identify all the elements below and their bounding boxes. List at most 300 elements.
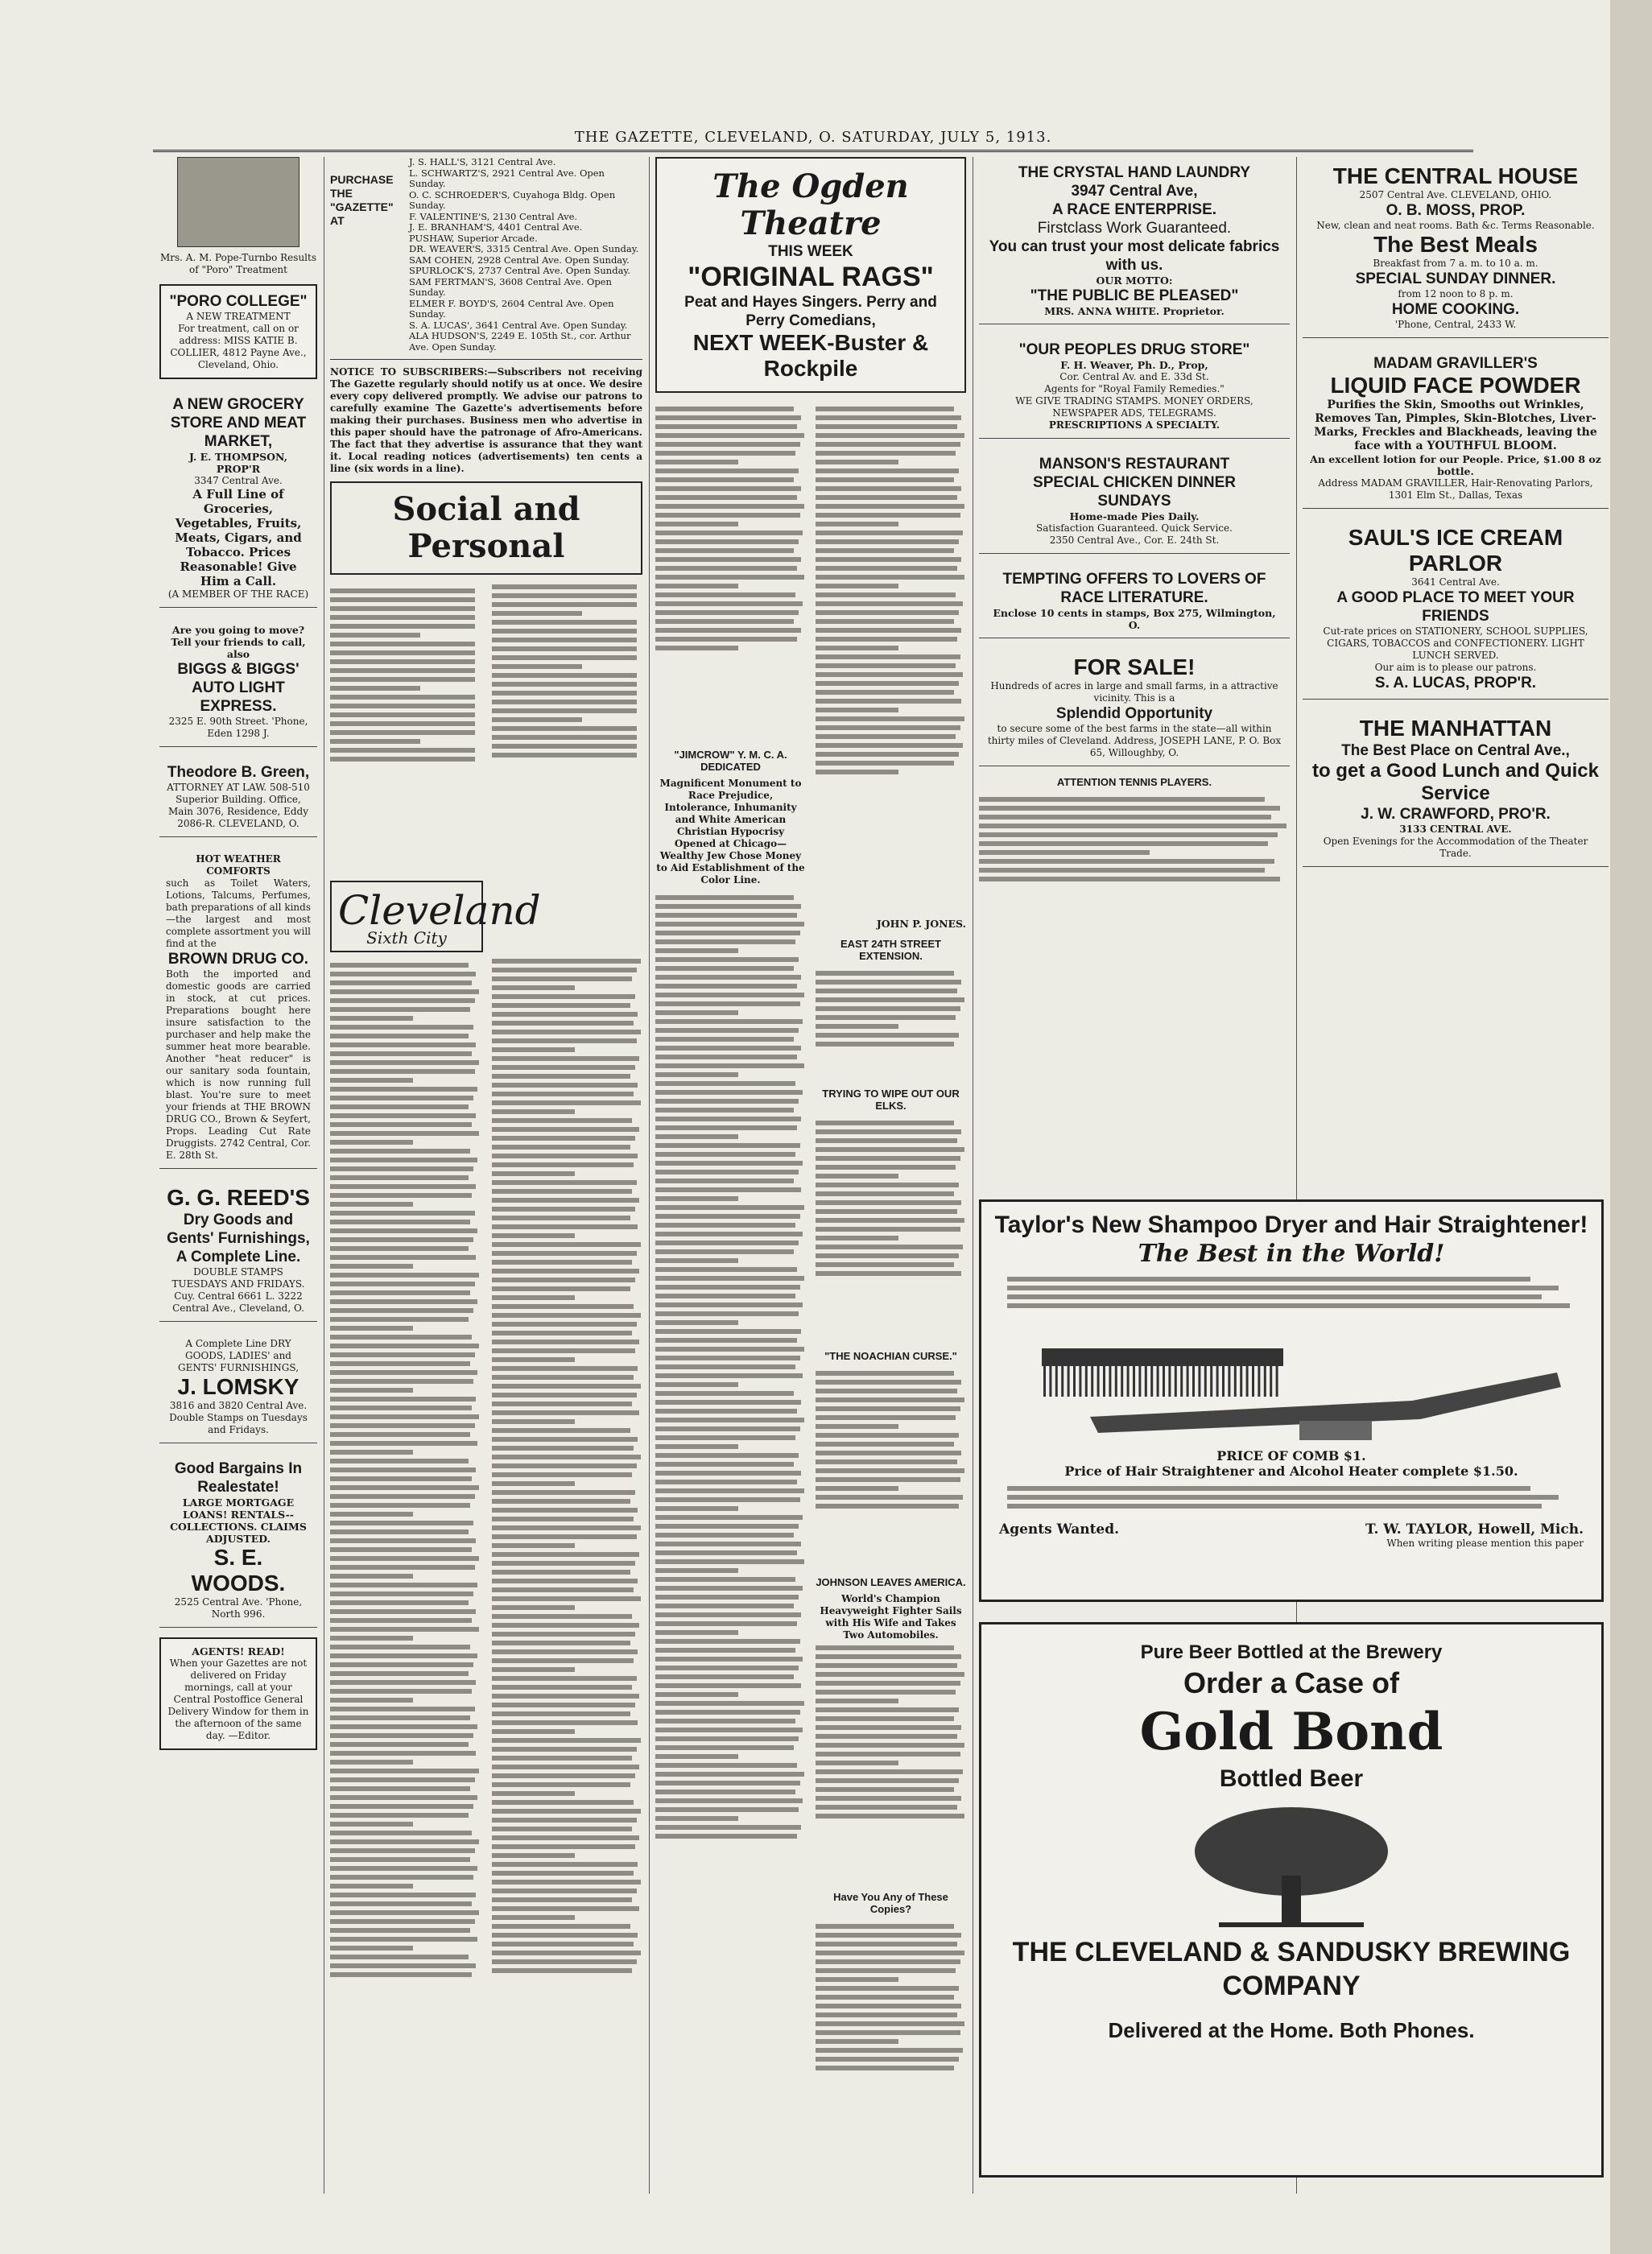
text-line [816, 734, 956, 739]
text-line [655, 1639, 800, 1644]
text-line [655, 451, 795, 456]
text-line [492, 1056, 639, 1061]
text-line [330, 1193, 472, 1198]
text-line [330, 1131, 479, 1136]
text-line [492, 1340, 639, 1344]
text-line [816, 1486, 898, 1491]
text-line [330, 1414, 479, 1419]
page-edge [1610, 0, 1652, 2254]
text-line [979, 806, 1280, 811]
grocery-member: (A MEMBER OF THE RACE) [167, 588, 309, 600]
manson-ad [979, 448, 1290, 554]
saul-owner: S. A. LUCAS, PROP'R. [1374, 675, 1537, 691]
elks-head: TRYING TO WIPE OUT OUR ELKS. [822, 1088, 960, 1112]
text-line [655, 1302, 803, 1307]
text-line [655, 1542, 801, 1546]
brown-more: Both the imported and domestic goods are carried in stock, at cut prices. Preparations bought here insure satisfaction to the purchaser and help make the summer heat more bearable. Another "heat reducer" is our sanitary soda fountain, which is now running full blast. You're sure to meet your friends at THE BROWN DRUG CO., Brown & Seyfert, Props. Leading Cut Rate Druggists. 2742 Central, Cor. E. 28th St. [166, 968, 311, 1161]
text-line [492, 1171, 575, 1176]
comb-teeth [1043, 1366, 1278, 1397]
text-line [655, 1338, 797, 1343]
text-line [816, 1681, 960, 1686]
text-line [330, 1662, 473, 1667]
text-line [816, 725, 960, 730]
masthead: THE GAZETTE, CLEVELAND, O. SATURDAY, JULY 5, 1913. [574, 129, 1052, 146]
text-line [330, 1946, 413, 1951]
text-line [655, 539, 799, 544]
east-head: EAST 24TH STREET EXTENSION. [840, 938, 941, 962]
house-phone: 'Phone, Central, 2433 W. [1394, 319, 1517, 330]
text-line [330, 712, 475, 717]
text-line [655, 1728, 803, 1732]
house-address: 2507 Central Ave. CLEVELAND, OHIO. [1359, 189, 1552, 200]
drug-agents: Agents for "Royal Family Remedies." [1044, 383, 1225, 394]
sale-body: Hundreds of acres in large and small farms, in a attractive vicinity. This is a [990, 680, 1278, 704]
poro-treat: A NEW TREATMENT [186, 311, 291, 322]
text-line [330, 1866, 477, 1871]
dealer-item: L. SCHWARTZ'S, 2921 Central Ave. Open Sunday. [409, 167, 605, 189]
text-line [330, 1166, 473, 1171]
text-line [492, 1322, 637, 1327]
comb-tooth [1150, 1366, 1153, 1397]
text-line [330, 1397, 476, 1402]
text-line [655, 1179, 794, 1183]
text-line [655, 1825, 801, 1830]
text-line [330, 1653, 477, 1658]
divider [330, 359, 642, 360]
text-line [492, 1278, 635, 1282]
text-line [655, 1550, 797, 1555]
sale-head: FOR SALE! [1073, 654, 1196, 679]
text-line [655, 1382, 738, 1387]
text-line [330, 748, 475, 753]
text-line [330, 721, 475, 726]
text-line [330, 1680, 476, 1685]
text-line [816, 1424, 898, 1429]
laundry-ad [979, 157, 1290, 324]
text-line [655, 904, 801, 909]
comb-tooth [1240, 1366, 1242, 1397]
text-line [816, 1121, 954, 1125]
comb-tooth [1145, 1366, 1147, 1397]
news-column-right [816, 402, 966, 2187]
text-line [330, 1299, 477, 1304]
comb-spine [1042, 1348, 1283, 1366]
east-text [816, 967, 966, 1080]
text-line [330, 1016, 413, 1021]
text-line [979, 859, 1274, 864]
signature: JOHN P. JONES. [876, 918, 966, 930]
text-line [492, 1375, 634, 1380]
text-line [816, 575, 964, 580]
text-line [816, 752, 959, 757]
text-line [655, 1373, 803, 1378]
text-line [330, 642, 475, 646]
grocery-address: 3347 Central Ave. [194, 475, 283, 486]
text-line [655, 1072, 738, 1077]
text-line [816, 2013, 957, 2017]
text-line [655, 1117, 801, 1121]
text-line [330, 1184, 476, 1189]
text-line [816, 619, 954, 624]
text-line [816, 971, 954, 976]
text-line [655, 1152, 795, 1157]
text-line [655, 895, 794, 900]
beer-delivered: Delivered at the Home. Both Phones. [1108, 2018, 1475, 2042]
text-line [492, 1800, 634, 1805]
johnson-head: JOHNSON LEAVES AMERICA. [816, 1576, 966, 1588]
house-breakfast: Breakfast from 7 a. m. to 10 a. m. [1373, 258, 1538, 269]
text-line [655, 1391, 794, 1396]
text-line [655, 548, 794, 553]
text-line [816, 1495, 963, 1500]
text-line [330, 1485, 479, 1490]
comb-tooth [1216, 1366, 1219, 1397]
text-line [492, 1951, 641, 1955]
text-line [655, 513, 800, 518]
text-line [492, 753, 637, 758]
text-line [816, 548, 954, 553]
text-line [330, 1813, 469, 1818]
text-line [492, 1703, 635, 1707]
text-line [979, 824, 1286, 828]
text-line [330, 1919, 475, 1924]
text-line [492, 1968, 632, 1973]
comb-tooth [1204, 1366, 1207, 1397]
text-line [655, 433, 804, 438]
text-line [330, 1698, 413, 1703]
text-line [655, 1329, 801, 1334]
text-line [330, 1547, 472, 1552]
text-line [655, 601, 803, 606]
text-line [330, 1565, 475, 1570]
text-line [330, 1149, 470, 1154]
text-line [492, 1269, 639, 1274]
text-line [816, 628, 961, 633]
text-line [492, 1313, 641, 1318]
purchase-label: PURCHASE THE "GAZETTE" AT [330, 173, 394, 227]
text-line [330, 1583, 477, 1587]
comb-tooth [1270, 1366, 1272, 1397]
text-line [492, 602, 637, 607]
text-line [816, 1209, 957, 1214]
biggs-ad [159, 617, 317, 747]
text-line [655, 1497, 800, 1502]
text-line [330, 695, 475, 700]
text-line [492, 1030, 641, 1034]
saul-place: A GOOD PLACE TO MEET YOUR FRIENDS [1336, 589, 1575, 625]
text-line [816, 2066, 954, 2070]
text-line [655, 1692, 738, 1697]
taylor-title: Taylor's New Shampoo Dryer and Hair Straightener! [994, 1212, 1588, 1238]
text-line [492, 1614, 632, 1619]
text-line [492, 1517, 634, 1521]
text-line [979, 832, 1278, 837]
text-line [492, 1428, 630, 1433]
sale-more: to secure some of the best farms in the state—all within thirty miles of Cleveland. Address, JOSEPH LANE, P. O. Box 65, Willoughby, O. [987, 723, 1282, 758]
text-line [330, 1264, 413, 1269]
text-line [655, 1488, 804, 1493]
text-line [655, 1276, 804, 1281]
text-line [979, 868, 1265, 873]
text-line [816, 2004, 961, 2008]
text-line [655, 957, 799, 962]
dealer-items [409, 157, 642, 353]
text-line [655, 637, 797, 642]
beer-name: Gold Bond [1139, 1702, 1443, 1762]
manhattan-open: Open Evenings for the Accommodation of the Theater Trade. [1323, 836, 1588, 859]
text-line [816, 1743, 964, 1748]
text-line [492, 1260, 632, 1265]
text-line [492, 1667, 575, 1672]
text-line [330, 1450, 413, 1455]
text-line [655, 1506, 738, 1511]
biggs-sub: AUTO LIGHT EXPRESS. [192, 679, 285, 715]
literature-head: TEMPTING OFFERS TO LOVERS OF RACE LITERATURE. [1002, 571, 1266, 606]
taylor-text [1007, 1273, 1576, 1321]
text-line [492, 1419, 575, 1424]
news-columns [655, 402, 966, 2187]
text-line [330, 606, 475, 611]
text-line [816, 1959, 960, 1964]
text-line [492, 1561, 635, 1566]
text-line [655, 1719, 795, 1724]
comb-tooth [1073, 1366, 1076, 1397]
madam-body: Purifies the Skin, Smooths out Wrinkles, Removes Tan, Pimples, Skin-Blotches, Liver-Marks, Freckles and Blackheads, leaving the face with a YOUTHFUL BLOOM. [1314, 398, 1597, 452]
text-line [492, 1711, 630, 1716]
text-line [816, 1477, 960, 1482]
text-line [330, 1937, 477, 1942]
text-line [330, 1715, 470, 1720]
text-line [330, 1175, 469, 1180]
text-line [655, 1710, 800, 1715]
text-line [655, 1612, 801, 1617]
saul-body: Cut-rate prices on STATIONERY, SCHOOL SUPPLIES, CIGARS, TOBACCOS and CONFECTIONERY. LIGHT LUNCH SERVED. [1323, 625, 1588, 661]
comb-tooth [1055, 1366, 1058, 1397]
text-line [816, 1761, 898, 1765]
grocery-body: A Full Line of Groceries, Vegetables, Fruits, Meats, Cigars, and Tobacco. Prices Reasonable! Give Him a Call. [175, 487, 302, 588]
text-line [330, 704, 475, 708]
comb-tooth [1121, 1366, 1123, 1397]
text-line [655, 1099, 799, 1104]
text-line [330, 1609, 476, 1614]
text-line [816, 716, 964, 721]
column-4 [979, 157, 1290, 1083]
comb-tooth [1043, 1366, 1046, 1397]
dealer-item: F. VALENTINE'S, 2130 Central Ave. [409, 210, 578, 222]
text-line [816, 1380, 961, 1385]
comb-tooth [1264, 1366, 1266, 1397]
text-line [330, 1521, 473, 1525]
text-line [330, 1804, 473, 1809]
text-line [816, 486, 961, 491]
news-column-left [655, 402, 806, 2187]
text-line [330, 1707, 475, 1711]
text-line [492, 976, 632, 981]
brown-drug-ad [159, 847, 317, 1169]
lomsky-ad [159, 1331, 317, 1443]
text-line [492, 994, 635, 999]
text-line [330, 1839, 479, 1844]
text-line [655, 1214, 800, 1219]
text-line [492, 1074, 630, 1079]
text-line [816, 1015, 956, 1020]
text-line [330, 980, 472, 985]
text-line [816, 1397, 964, 1402]
text-line [816, 2048, 963, 2053]
social-text [330, 584, 642, 874]
laundry-race: A RACE ENTERPRISE. [1051, 201, 1217, 218]
masthead-rule [153, 150, 1473, 152]
text-line [330, 1955, 469, 1959]
text-line [492, 1233, 575, 1238]
text-line [492, 1933, 638, 1938]
text-line [655, 1559, 804, 1564]
text-line [816, 2057, 959, 2062]
text-line [655, 584, 738, 588]
text-line [492, 655, 637, 660]
text-line [330, 1370, 477, 1375]
text-line [330, 677, 475, 682]
text-line [655, 1648, 795, 1653]
text-line [492, 1012, 638, 1017]
text-line [330, 1786, 470, 1791]
text-line [330, 1060, 479, 1065]
taylor-price: PRICE OF COMB $1. [1216, 1448, 1366, 1463]
text-line [655, 1701, 804, 1706]
text-line [330, 1335, 472, 1340]
text-line [492, 1437, 638, 1442]
text-line [492, 1738, 641, 1743]
text-line [655, 1798, 803, 1803]
text-line [492, 673, 637, 678]
drug-rx: PRESCRIPTIONS A SPECIALTY. [1048, 419, 1220, 431]
text-line [655, 610, 799, 615]
news-text [655, 402, 806, 741]
text-line [492, 1587, 634, 1592]
text-line [816, 1147, 964, 1152]
social-title-box [330, 481, 642, 575]
text-line [492, 638, 637, 642]
text-line [492, 1216, 630, 1220]
madam-name: MADAM GRAVILLER'S [1373, 355, 1538, 372]
central-house-ad [1303, 157, 1609, 338]
text-line [816, 1006, 960, 1011]
text-line [655, 1010, 738, 1015]
text-line [655, 922, 804, 927]
text-line [330, 972, 476, 976]
text-line [492, 620, 637, 625]
text-line [492, 1154, 638, 1158]
text-line [492, 1145, 630, 1150]
text-line [816, 1183, 959, 1187]
house-name: THE CENTRAL HOUSE [1332, 163, 1579, 188]
text-line [655, 1781, 800, 1785]
text-line [816, 1663, 957, 1668]
text-line [492, 726, 637, 731]
text-line [492, 1596, 641, 1601]
text-line [492, 1570, 630, 1575]
text-line [816, 407, 954, 411]
text-line [330, 1290, 470, 1295]
text-line [492, 959, 641, 964]
house-meals: The Best Meals [1373, 232, 1538, 257]
text-line [492, 1773, 635, 1778]
grocery-title: A NEW GROCERY STORE AND MEAT MARKET, [170, 396, 307, 450]
comb-tooth [1091, 1366, 1093, 1397]
text-line [492, 1765, 639, 1769]
dealer-item: SPURLOCK'S, 2737 Central Ave. Open Sunday. [409, 265, 631, 276]
text-line [655, 1249, 794, 1254]
text-line [492, 1410, 639, 1415]
text-line [492, 1038, 637, 1043]
text-line [816, 1468, 964, 1473]
text-line [492, 1862, 638, 1867]
text-line [492, 629, 637, 634]
text-line [655, 575, 804, 580]
text-line [816, 592, 956, 597]
text-line [979, 877, 1280, 881]
drug-stamps: WE GIVE TRADING STAMPS. MONEY ORDERS, NEWSPAPER ADS, TELEGRAMS. [1015, 395, 1253, 419]
copies-text [816, 1920, 966, 2129]
text-line [655, 1453, 799, 1458]
text-line [816, 1442, 954, 1447]
text-line [492, 1534, 637, 1539]
text-line [492, 664, 582, 669]
text-line [330, 1512, 413, 1517]
manhattan-ad [1303, 709, 1609, 867]
comb-tooth [1258, 1366, 1260, 1397]
text-line [655, 1736, 799, 1741]
comb-tooth [1157, 1366, 1159, 1397]
text-line [816, 1218, 964, 1223]
text-line [655, 1356, 800, 1360]
manhattan-name: THE MANHATTAN [1359, 716, 1552, 741]
agents-head: AGENTS! READ! [192, 1645, 285, 1657]
text-line [492, 1109, 575, 1114]
text-line [330, 1228, 477, 1233]
comb-tooth [1049, 1366, 1051, 1397]
text-line [816, 1024, 898, 1029]
text-line [655, 1595, 799, 1600]
sale-ad [979, 648, 1290, 766]
text-line [330, 1822, 413, 1827]
text-line [330, 1087, 477, 1092]
text-line [330, 1113, 476, 1118]
text-line [816, 566, 957, 571]
text-line [492, 1676, 637, 1681]
text-line [330, 1751, 476, 1756]
text-line [330, 1733, 473, 1738]
text-line [330, 668, 475, 673]
text-line [492, 1083, 638, 1088]
text-line [655, 1320, 738, 1325]
text-line [492, 1021, 634, 1026]
text-line [492, 1649, 638, 1654]
text-line [816, 1787, 954, 1792]
text-line [655, 993, 804, 997]
text-line [492, 1809, 641, 1814]
text-line [330, 1910, 479, 1915]
text-line [492, 1092, 634, 1096]
text-line [492, 1047, 575, 1052]
subscriber-notice: NOTICE TO SUBSCRIBERS:—Subscribers not receiving The Gazette regularly should notify us at once. We desire every copy delivered promptly. We advise our patrons to carefully examine The Gazette's advertisements before making their purchases. Business men who advertise in this paper should have the patronage of Afro-Americans. The fact that they advertise is assurance that they want it. Local reading notices (advertisements) ten cents a line (six words in a line). [330, 366, 642, 474]
graviller-ad [1303, 348, 1609, 509]
text-line [492, 1720, 638, 1725]
taylor-best: The Best in the World! [1138, 1240, 1445, 1268]
text-line [816, 1191, 954, 1196]
text-line [816, 1995, 954, 2000]
text-line [330, 1901, 472, 1906]
